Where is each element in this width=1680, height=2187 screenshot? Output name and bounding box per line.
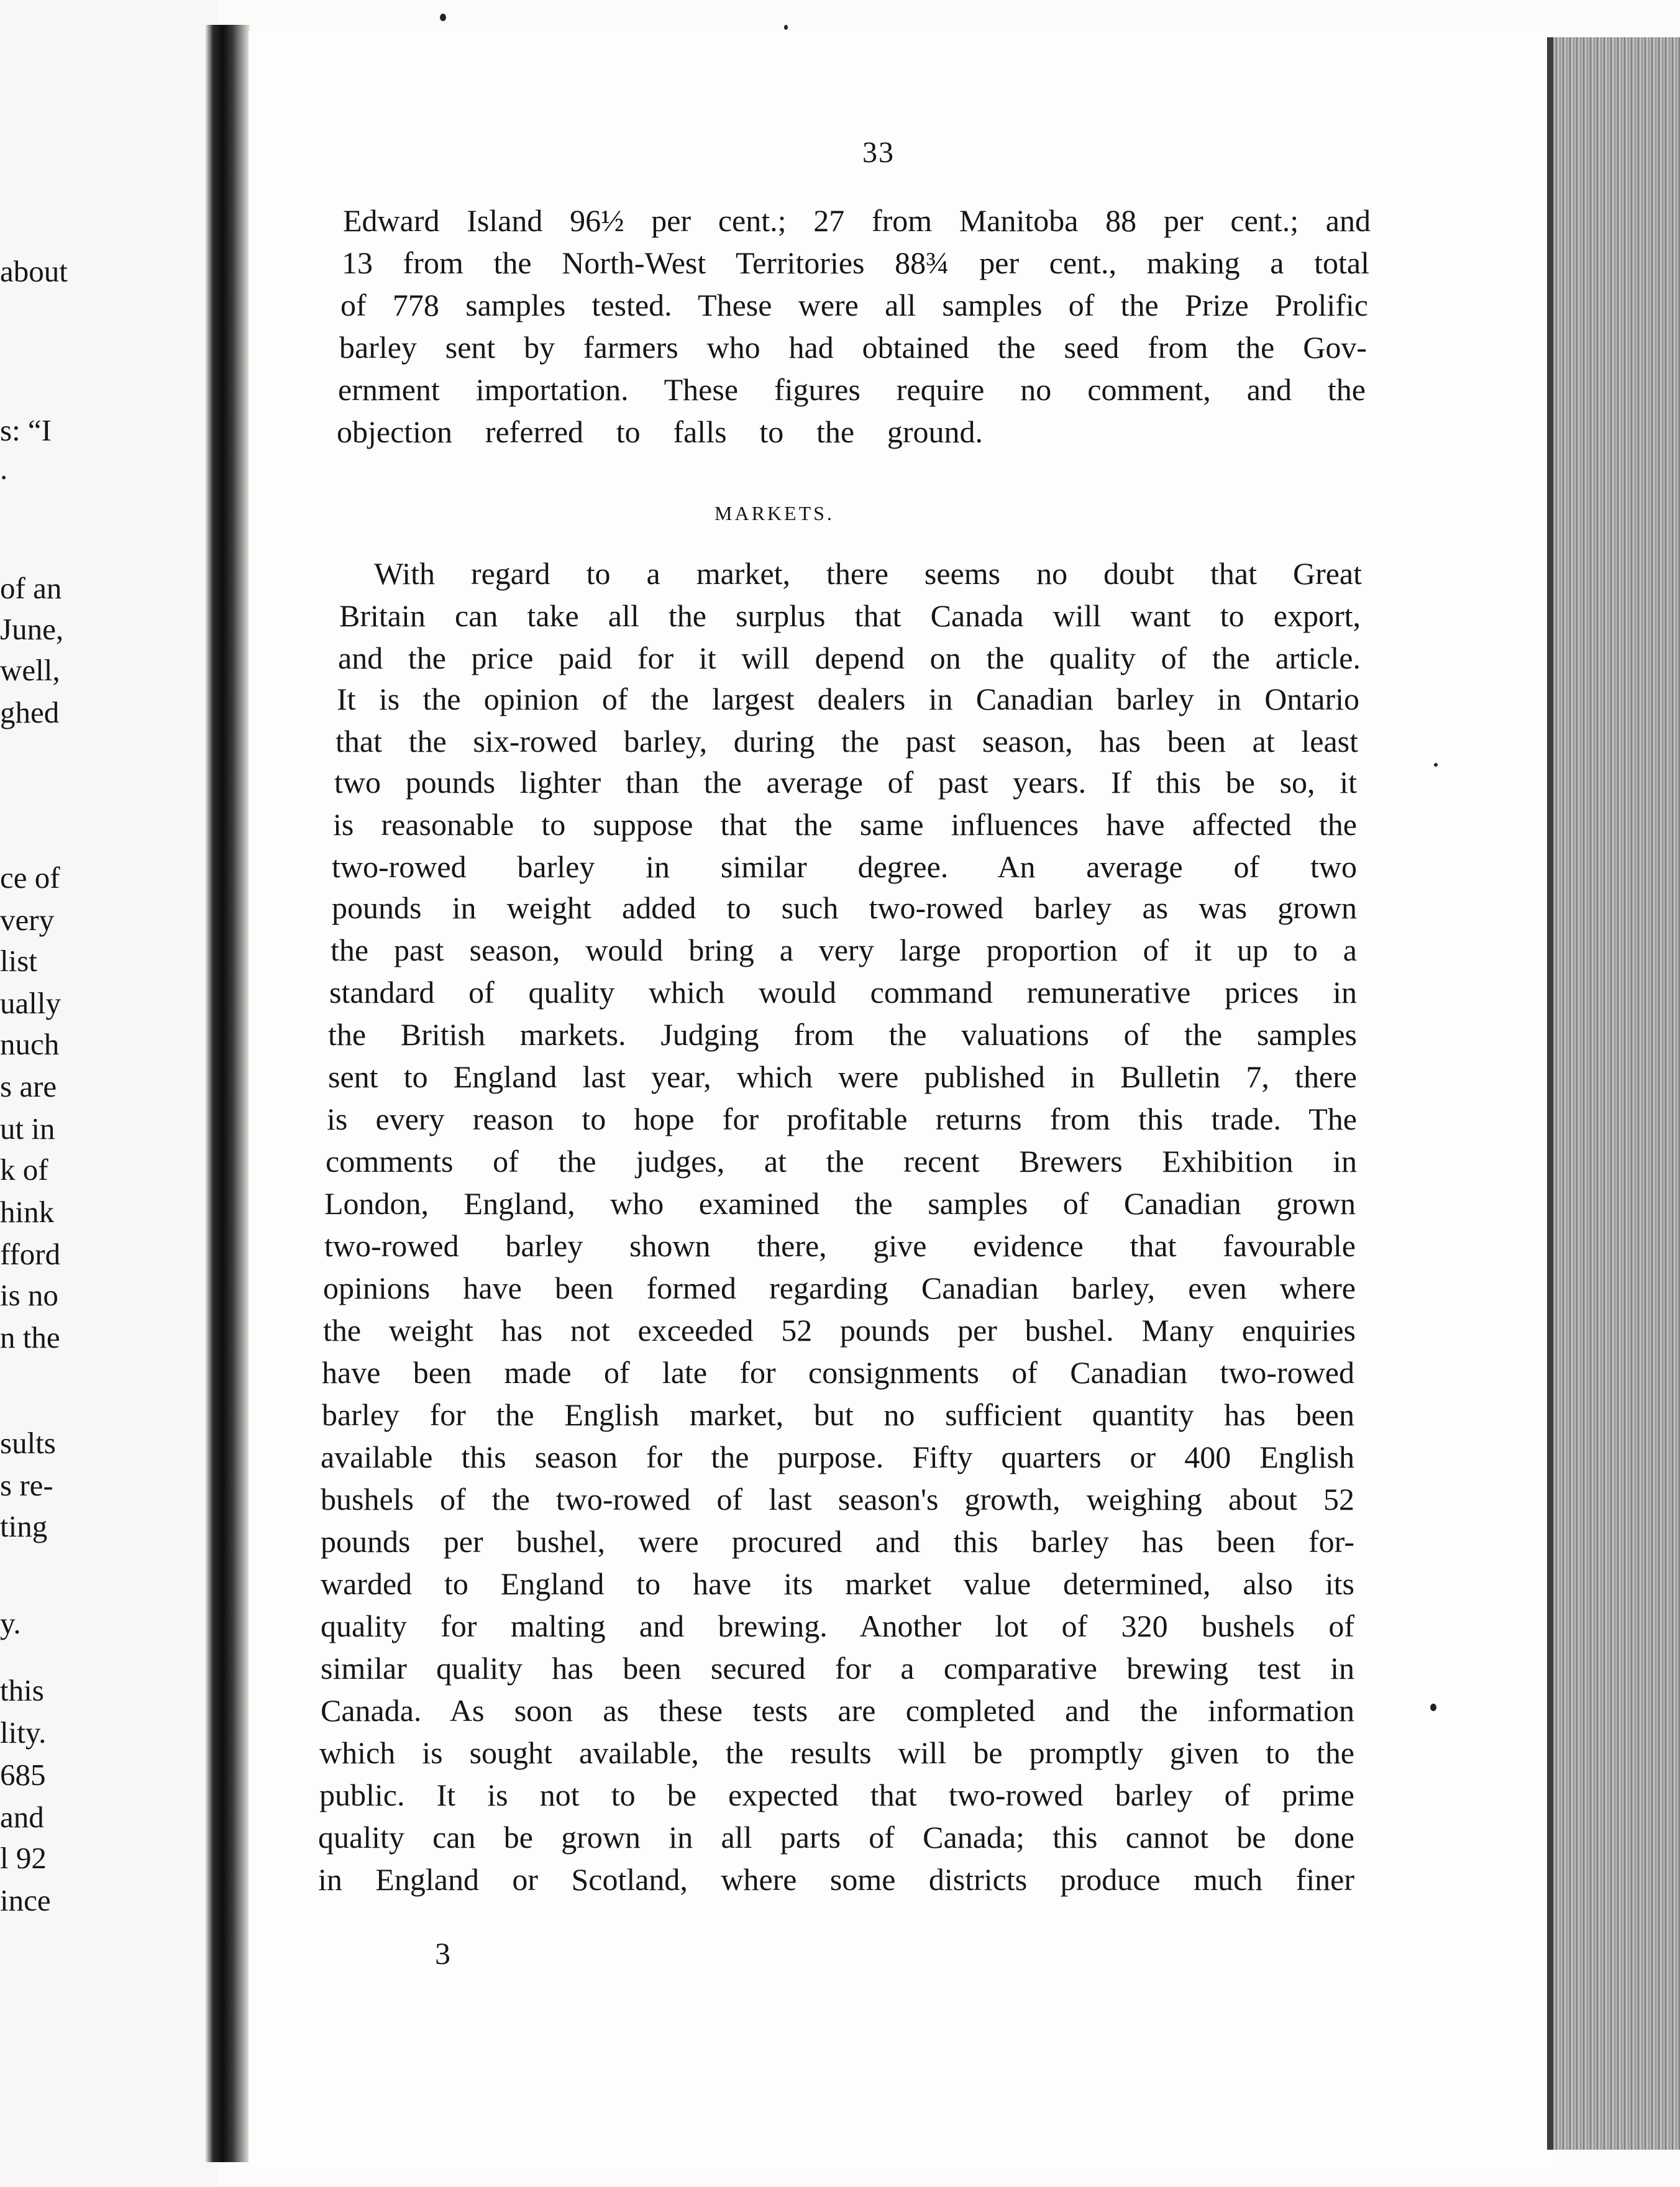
left-fragment-line: fford: [0, 1237, 61, 1271]
text-line: barley for the English market, but no sufficient quantity has been: [322, 1397, 1354, 1432]
text-line: that the six-rowed barley, during the past season, has been at least: [336, 724, 1358, 759]
scan-speck: [784, 25, 788, 30]
left-fragment-line: s are: [0, 1069, 57, 1103]
book-gutter: [205, 25, 250, 2162]
text-line: the British markets. Judging from the valuations of the samples: [328, 1017, 1357, 1052]
left-fragment-line: nuch: [0, 1027, 60, 1061]
text-line: of 778 samples tested. These were all samples of the Prize Prolific: [340, 288, 1368, 322]
scan-speck: [440, 14, 446, 21]
left-fragment-line: lity.: [0, 1715, 47, 1750]
text-line: pounds per bushel, were procured and this barley has been for-: [321, 1524, 1354, 1559]
left-fragment-line: list: [0, 944, 37, 978]
left-fragment-line: s re-: [0, 1468, 53, 1502]
left-fragment-line: sults: [0, 1426, 56, 1460]
left-fragment-line: ually: [0, 986, 61, 1020]
left-fragment-line: ut in: [0, 1112, 55, 1146]
text-line: objection referred to falls to the ground.: [337, 414, 983, 449]
left-fragment-line: ghed: [0, 695, 60, 729]
left-fragment-line: 685: [0, 1758, 46, 1792]
left-fragment-line: June,: [0, 612, 64, 646]
text-line: Britain can take all the surplus that Canada will want to export,: [339, 598, 1361, 633]
text-line: is reasonable to suppose that the same influences have affected the: [333, 807, 1357, 842]
scan-speck: [1434, 763, 1438, 767]
text-line: have been made of late for consignments of Canadian two-rowed: [322, 1355, 1354, 1390]
scan-speck: [1430, 1704, 1436, 1711]
left-fragment-line: is no: [0, 1278, 58, 1312]
text-line: quality can be grown in all parts of Canada; this cannot be done: [318, 1820, 1354, 1855]
text-line: comments of the judges, at the recent Brewers Exhibition in: [326, 1144, 1357, 1179]
text-line: similar quality has been secured for a comparative brewing test in: [321, 1651, 1354, 1686]
text-line: pounds in weight added to such two-rowed barley as was grown: [332, 890, 1357, 925]
text-line: the past season, would bring a very large proportion of it up to a: [331, 933, 1357, 967]
left-fragment-line: ting: [0, 1509, 48, 1543]
text-line: two pounds lighter than the average of past years. If this be so, it: [334, 765, 1357, 800]
text-line: bushels of the two-rowed of last season's growth, weighing about 52: [321, 1482, 1354, 1517]
left-fragment-line: k of: [0, 1153, 48, 1187]
left-fragment-line: very: [0, 903, 55, 937]
text-line: quality for malting and brewing. Another lot of 320 bushels of: [321, 1609, 1354, 1643]
left-fragment-line: s: “I: [0, 413, 52, 447]
text-line: two-rowed barley shown there, give evidence that favourable: [324, 1228, 1356, 1263]
text-line: Edward Island 96½ per cent.; 27 from Manitoba 88 per cent.; and: [343, 203, 1371, 238]
left-fragment-line: l 92: [0, 1841, 47, 1875]
text-line: which is sought available, the results will be promptly given to the: [319, 1735, 1354, 1770]
text-line: opinions have been formed regarding Canadian barley, even where: [323, 1271, 1356, 1305]
section-heading: MARKETS.: [714, 502, 834, 524]
text-line: 13 from the North-West Territories 88¾ per cent., making a total: [342, 245, 1369, 280]
text-line: warded to England to have its market value determined, also its: [321, 1566, 1354, 1601]
text-line: the weight has not exceeded 52 pounds per bushel. Many enquiries: [323, 1313, 1356, 1348]
text-line: London, England, who examined the samples of Canadian grown: [324, 1186, 1356, 1221]
text-line: and the price paid for it will depend on the quality of the article.: [338, 641, 1361, 675]
left-fragment-line: n the: [0, 1320, 60, 1354]
left-fragment-line: ce of: [0, 861, 60, 895]
text-line: ernment importation. These figures require no comment, and the: [338, 372, 1366, 407]
text-line: sent to England last year, which were published in Bulletin 7, there: [328, 1059, 1357, 1094]
signature-mark: 3: [435, 1936, 450, 1971]
text-line: in England or Scotland, where some districts produce much finer: [318, 1862, 1354, 1897]
text-line: is every reason to hope for profitable returns from this trade. The: [327, 1102, 1357, 1136]
left-fragment-line: of an: [0, 571, 62, 605]
text-line: It is the opinion of the largest dealers in Canadian barley in Ontario: [337, 682, 1359, 716]
left-fragment-line: hink: [0, 1195, 55, 1229]
left-fragment-line: about: [0, 254, 68, 288]
text-line: public. It is not to be expected that two-rowed barley of prime: [319, 1778, 1354, 1812]
text-line: available this season for the purpose. Fifty quarters or 400 English: [321, 1440, 1354, 1474]
left-fragment-line: well,: [0, 653, 60, 687]
text-line: standard of quality which would command remunerative prices in: [329, 975, 1357, 1010]
left-fragment-line: and: [0, 1800, 44, 1834]
text-line: With regard to a market, there seems no doubt that Great: [374, 556, 1362, 591]
left-fragment-line: ince: [0, 1883, 51, 1917]
left-fragment-line: this: [0, 1673, 44, 1707]
left-fragment-line: .: [0, 452, 8, 486]
left-fragment-line: y.: [0, 1606, 21, 1640]
text-line: Canada. As soon as these tests are completed and the information: [321, 1693, 1354, 1728]
text-line: two-rowed barley in similar degree. An average of two: [332, 849, 1357, 884]
page-stack-edges: [1553, 37, 1680, 2150]
text-line: barley sent by farmers who had obtained the seed from the Gov-: [339, 330, 1367, 365]
page-number: 33: [862, 136, 895, 169]
